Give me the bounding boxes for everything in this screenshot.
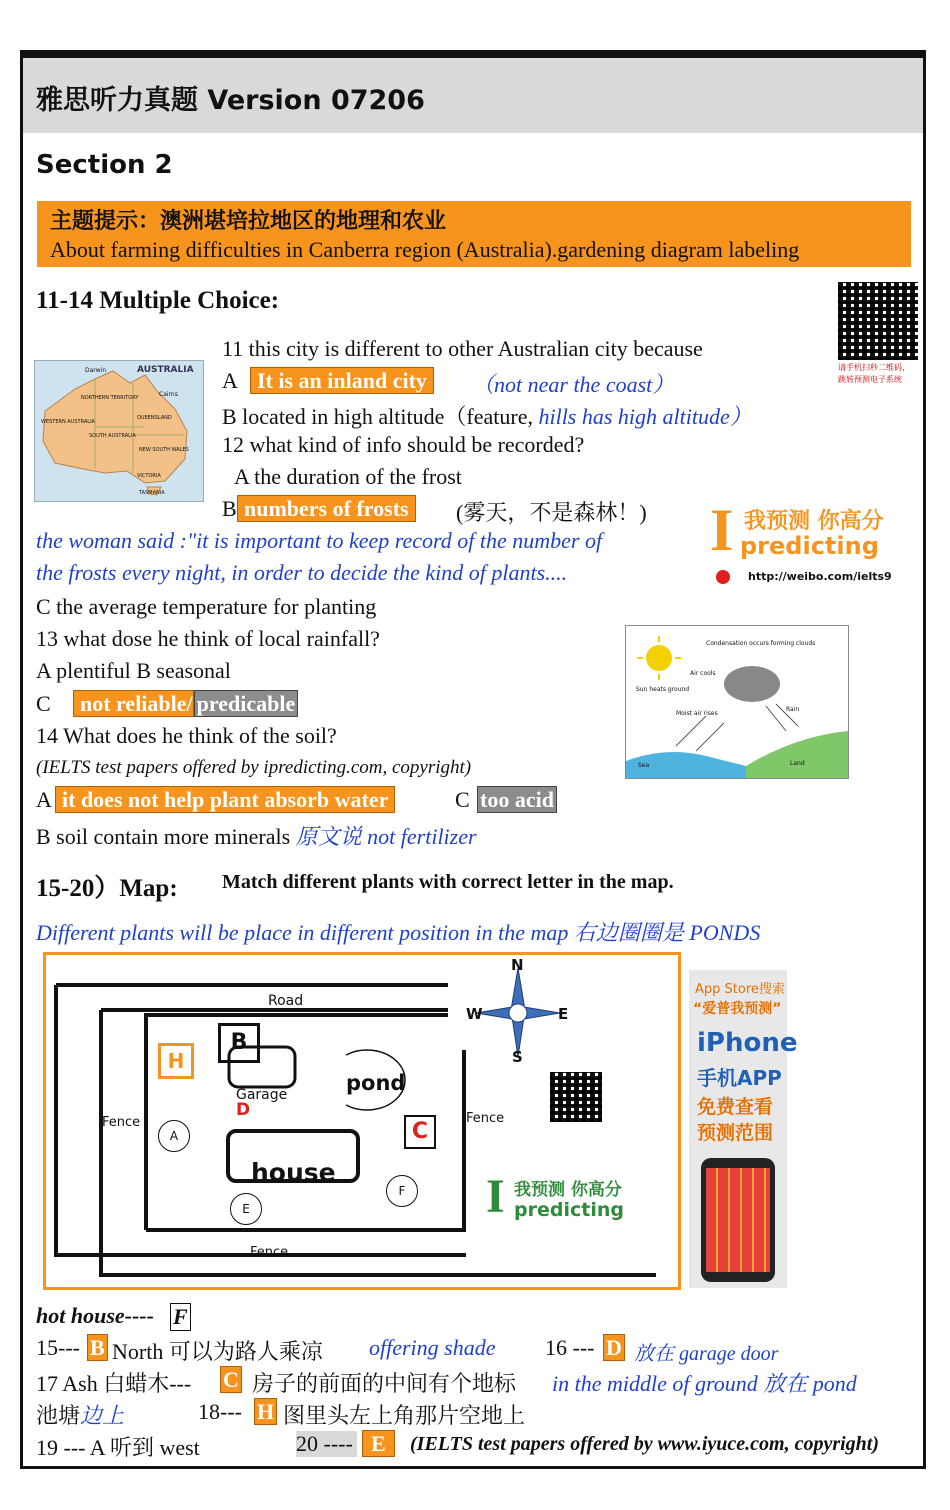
q14-b-option: B soil contain more minerals [36, 824, 291, 849]
compass-rose [466, 956, 569, 1066]
a16-answer: D [603, 1334, 625, 1361]
q12-b-answer: numbers of frosts [237, 495, 416, 522]
q12-c-text: C the average temperature for planting [36, 594, 377, 619]
q11-b-note: hills has high altitude） [538, 404, 752, 429]
water-cycle-graphic [626, 626, 848, 778]
a17-answer: C [220, 1366, 242, 1393]
map-qr-code[interactable] [550, 1072, 602, 1122]
australia-shape [35, 361, 203, 501]
q12-quote-2: the frosts every night, in order to decide the kind of plants.... [36, 560, 568, 585]
topic-en: About farming difficulties in Canberra region (Australia).gardening diagram labeling [50, 237, 800, 262]
weather-sun-label: Sun heats ground [636, 686, 690, 693]
q14-c-answer: too acid [477, 786, 557, 813]
map-letter-d: D [236, 1100, 251, 1120]
a18-num: 18--- [198, 1399, 242, 1424]
aus-label-darwin: Darwin [85, 367, 107, 374]
map-letter-a: A [158, 1120, 190, 1152]
weather-moist-label: Moist air rises [676, 710, 718, 717]
map-garage-label: Garage [236, 1087, 288, 1103]
copyright-2: (IELTS test papers offered by www.iyuce.com, copyright) [410, 1433, 880, 1455]
aus-label-nt: NORTHERN TERRITORY [81, 395, 139, 401]
a17-text: 房子的前面的中间有个地标 [252, 1371, 517, 1396]
map-heading-num: 15-20）Map: [36, 875, 178, 902]
compass-e: E [558, 1005, 569, 1023]
hot-house-label: hot house---- [36, 1303, 154, 1328]
q14-b-note: 原文说 not fertilizer [295, 824, 477, 849]
q14-c-letter: C [455, 787, 470, 812]
map-letter-c: C [404, 1115, 436, 1149]
weibo-url[interactable]: http://weibo.com/ielts9 [748, 570, 892, 583]
hot-house-answer: F [170, 1303, 191, 1331]
map-letter-h: H [158, 1043, 194, 1079]
mc-heading: 11-14 Multiple Choice: [36, 287, 280, 314]
q12-a-text: A the duration of the frost [234, 464, 462, 489]
qr-caption-2: 跳转预测电子系统 [838, 375, 902, 384]
page-title: 雅思听力真题 Version 07206 [36, 85, 425, 116]
q11-a-letter: A [222, 368, 238, 393]
q12-b-letter: B [222, 496, 237, 521]
weather-cloud-label: Condensation occurs forming clouds [706, 640, 816, 647]
map-heading-text: Match different plants with correct letter in the map. [222, 871, 674, 893]
ad-line-5: 免费查看 [697, 1096, 774, 1118]
q14-text: 14 What does he think of the soil? [36, 723, 337, 748]
q13-ab-text: A plentiful B seasonal [36, 658, 231, 683]
q11-a-note: （not near the coast） [472, 372, 675, 397]
a17-num: 17 Ash 白蜡木--- [36, 1371, 192, 1396]
ad-line-4: 手机APP [697, 1066, 782, 1090]
map-letter-b: B [218, 1023, 260, 1063]
q11-b-text [222, 400, 752, 431]
map-logo-en: predicting [514, 1199, 624, 1221]
q11-b-pre: B located in high altitude（feature, [222, 404, 539, 429]
map-fence-right-label: Fence [466, 1111, 505, 1126]
a16-note: 放在 garage door [634, 1343, 779, 1365]
a17-cont [36, 1399, 124, 1430]
q13-c-answer-2: predicable [194, 690, 299, 717]
map-pond-label: pond [346, 1071, 406, 1095]
q13-c-letter: C [36, 691, 51, 716]
q12-text: 12 what kind of info should be recorded? [222, 432, 585, 457]
topic-zh: 主题提示：澳洲堪培拉地区的地理和农业 [50, 208, 447, 233]
aus-title: AUSTRALIA [137, 365, 194, 375]
app-ad[interactable] [689, 970, 798, 1288]
aus-label-vic: VICTORIA [137, 473, 161, 479]
a19-text: 19 --- A 听到 west [36, 1435, 200, 1460]
ipredicting-logo [710, 497, 900, 590]
australia-map [34, 360, 204, 502]
a17-note: in the middle of ground 放在 pond [552, 1371, 857, 1396]
q14-a-answer: it does not help plant absorb water [55, 786, 395, 813]
map-letter-e: E [230, 1193, 262, 1225]
section-heading: Section 2 [36, 150, 173, 180]
map-logo [486, 1170, 646, 1229]
aus-label-qld: QUEENSLAND [137, 415, 172, 421]
map-note: Different plants will be place in different position in the map 右边圈圈是 PONDS [36, 920, 761, 945]
weather-diagram [625, 625, 849, 779]
ad-line-2: “爱普我预测” [693, 1001, 782, 1017]
a20-answer: E [362, 1430, 395, 1457]
a15-answer: B [87, 1334, 108, 1361]
qr-code[interactable] [838, 282, 918, 360]
ad-line-1: App Store搜索 [695, 982, 785, 997]
ad-line-6: 预测范围 [697, 1122, 774, 1144]
a20-num: 20 ---- [296, 1431, 357, 1457]
garden-map [43, 952, 681, 1290]
weather-land-label: Land [790, 760, 805, 767]
qr-caption-1: 请手机扫秒二维码， [838, 363, 910, 372]
phone-screen [706, 1168, 770, 1272]
a18-answer: H [254, 1398, 277, 1425]
a17-cont-note: 边上 [80, 1403, 125, 1428]
ad-line-3: iPhone [697, 1028, 798, 1058]
q11-a-answer: It is an inland city [250, 367, 434, 394]
map-fence-left-label: Fence [102, 1115, 141, 1130]
map-house-label: house [251, 1158, 336, 1187]
a18-text: 图里头左上角那片空地上 [283, 1403, 526, 1428]
q11-text: 11 this city is different to other Australian city because [222, 336, 703, 361]
q14-a-letter: A [36, 787, 52, 812]
weather-sea-label: Sea [638, 762, 650, 769]
q14-b-text [36, 820, 477, 851]
a15-num: 15--- [36, 1335, 80, 1360]
logo-i: I [710, 497, 734, 563]
topic-banner [37, 201, 911, 267]
q13-text: 13 what dose he think of local rainfall? [36, 626, 380, 651]
weibo-icon [716, 570, 730, 584]
q12-b-note: (雾天，不是森林！) [456, 500, 647, 525]
a16-num: 16 --- [545, 1335, 595, 1360]
a15-note: offering shade [369, 1335, 496, 1360]
compass-w: W [466, 1005, 483, 1023]
a15-text: North 可以为路人乘凉 [112, 1339, 323, 1364]
logo-cn: 我预测 你高分 [744, 509, 884, 534]
aus-label-wa: WESTERN AUSTRALIA [41, 419, 95, 425]
map-road-label: Road [268, 993, 304, 1009]
logo-en: predicting [740, 532, 879, 560]
weather-rain-label: Rain [786, 706, 800, 713]
map-letter-f: F [386, 1175, 418, 1207]
aus-label-cairns: Cairns [159, 391, 178, 398]
copyright-1: (IELTS test papers offered by ipredicting.com, copyright) [36, 757, 472, 778]
compass-n: N [511, 956, 524, 974]
q13-c-answer-1: not reliable/ [73, 690, 194, 717]
aus-label-tas: TASMANIA [139, 490, 165, 496]
a17-cont-text: 池塘 [36, 1403, 81, 1428]
weather-air-label: Air cools [690, 670, 716, 677]
map-logo-i: I [486, 1170, 505, 1223]
map-logo-cn: 我预测 你高分 [514, 1180, 622, 1200]
q12-quote-1: the woman said :"it is important to keep record of the number of [36, 528, 603, 553]
phone-image [701, 1158, 775, 1282]
aus-label-nsw: NEW SOUTH WALES [139, 447, 189, 453]
aus-label-sa: SOUTH AUSTRALIA [89, 433, 136, 439]
compass-s: S [512, 1048, 523, 1066]
map-fence-bottom-label: Fence [250, 1245, 289, 1260]
